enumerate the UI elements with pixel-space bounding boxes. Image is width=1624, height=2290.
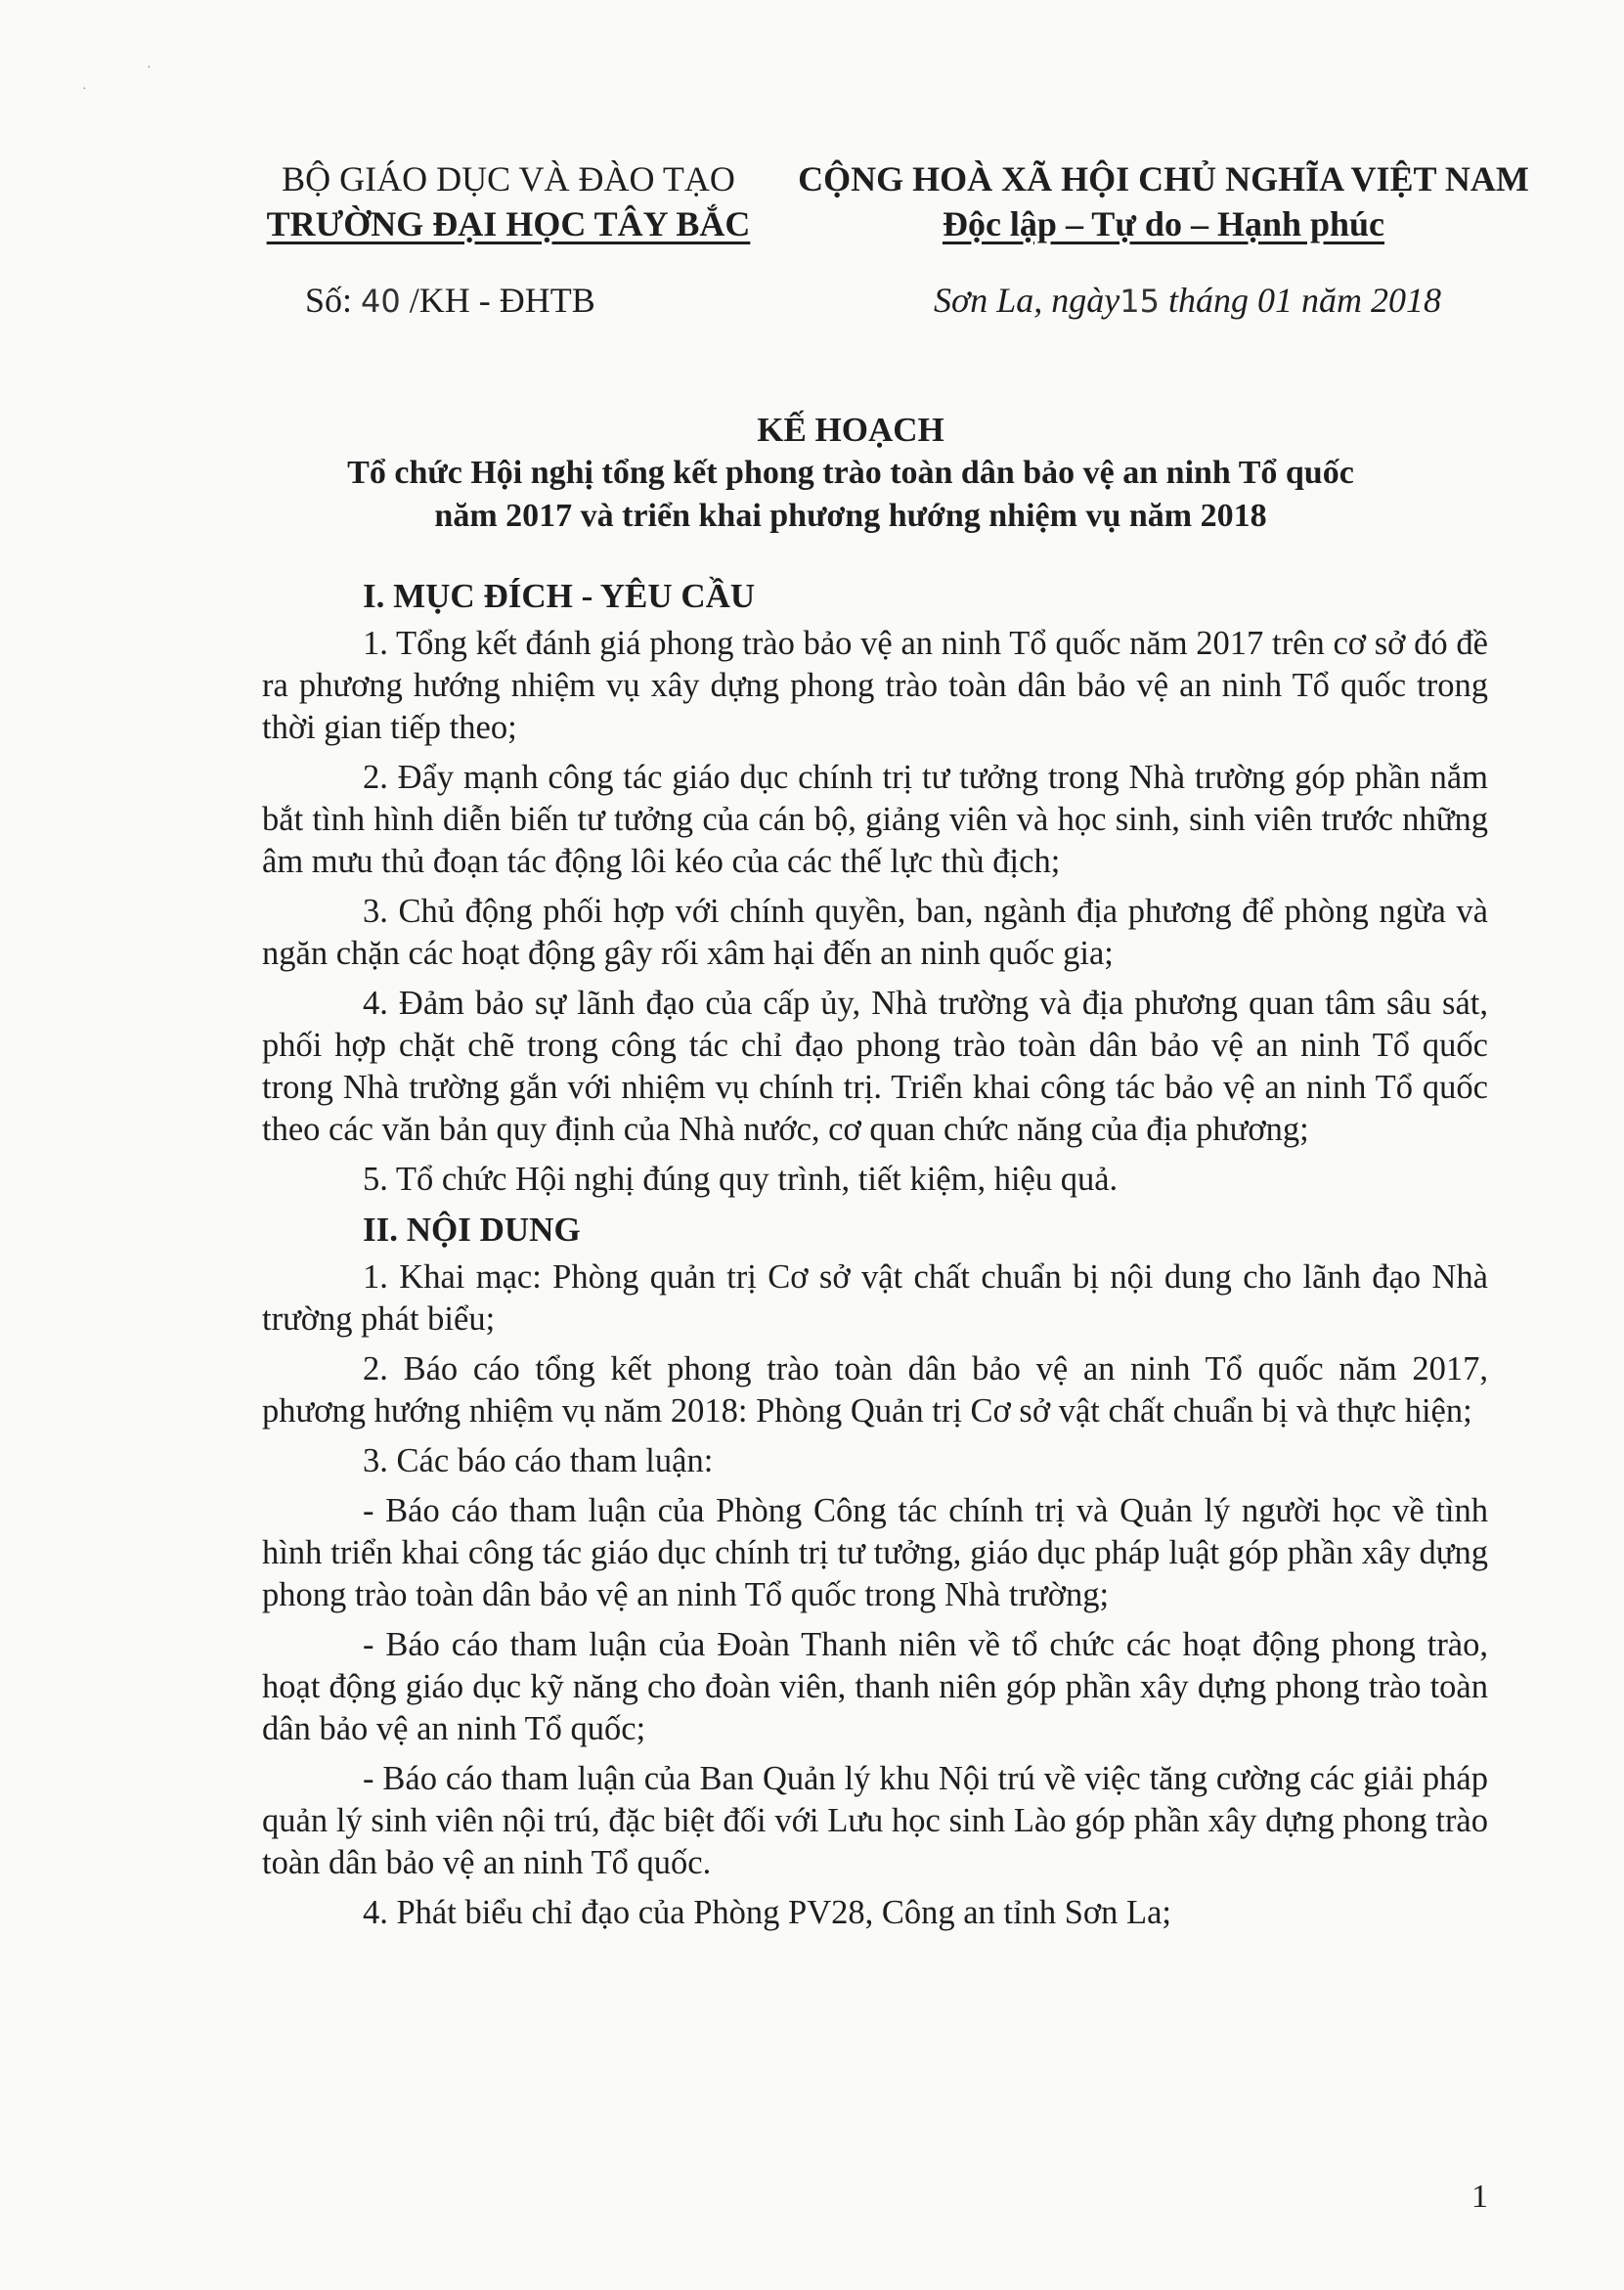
doc-number-prefix: Số: — [305, 281, 353, 320]
national-heading — [782, 156, 1545, 246]
section-2-item-4: 4. Phát biểu chỉ đạo của Phòng PV28, Công an tỉnh Sơn La; — [363, 1894, 1172, 1931]
section-2-item-3: 3. Các báo cáo tham luận: — [363, 1442, 714, 1479]
section-2-item-1: 1. Khai mạc: Phòng quản trị Cơ sở vật chất chuẩn bị nội dung cho lãnh đạo Nhà trường phát biểu; — [262, 1258, 1488, 1338]
scan-speck: · — [82, 82, 87, 97]
title-line-2: năm 2017 và triển khai phương hướng nhiệm vụ năm 2018 — [434, 498, 1267, 534]
section-2-item-3a: - Báo cáo tham luận của Phòng Công tác chính trị và Quản lý người học về tình hình triển khai công tác giáo dục chính trị tư tưởng, giáo dục pháp luật góp phần xây dựng phong trào toàn dân bảo vệ an ninh Tổ quốc trong Nhà trường; — [262, 1492, 1488, 1613]
title-main: KẾ HOẠCH — [757, 411, 944, 449]
republic-name: CỘNG HOÀ XÃ HỘI CHỦ NGHĨA VIỆT NAM — [798, 159, 1529, 198]
document-date — [934, 280, 1441, 321]
section-1-item-3: 3. Chủ động phối hợp với chính quyền, ban, ngành địa phương để phòng ngừa và ngăn chặn các hoạt động gây rối xâm hại đến an ninh quốc gia; — [262, 893, 1488, 972]
ministry-name: BỘ GIÁO DỤC VÀ ĐÀO TẠO — [282, 159, 735, 198]
document-title — [264, 409, 1437, 538]
doc-number-suffix: /KH - ĐHTB — [409, 281, 595, 320]
date-prefix: Sơn La, ngày — [934, 281, 1120, 320]
section-1-item-2: 2. Đẩy mạnh công tác giáo dục chính trị tư tưởng trong Nhà trường góp phần nắm bắt tình hình diễn biến tư tưởng của cán bộ, giảng viên và học sinh, sinh viên trước những âm mưu thủ đoạn tác động lôi kéo của các thế lực thù địch; — [262, 759, 1488, 880]
page-number: 1 — [1471, 2179, 1488, 2215]
national-motto — [782, 201, 1545, 246]
section-1-item-4: 4. Đảm bảo sự lãnh đạo của cấp ủy, Nhà trường và địa phương quan tâm sâu sát, phối hợp chặt chẽ trong công tác chỉ đạo phong trào toàn dân bảo vệ an ninh Tổ quốc trong Nhà trường gắn với nhiệm vụ chính trị. Triển khai công tác bảo vệ an ninh Tổ quốc theo các văn bản quy định của Nhà nước, cơ quan chức năng của địa phương; — [262, 985, 1488, 1148]
section-1-item-1: 1. Tổng kết đánh giá phong trào bảo vệ an ninh Tổ quốc năm 2017 trên cơ sở đó đề ra phương hướng nhiệm vụ xây dựng phong trào toàn dân bảo vệ an ninh Tổ quốc trong thời gian tiếp theo; — [262, 625, 1488, 746]
university-name-text: TRƯỜNG ĐẠI HỌC TÂY BẮC — [266, 204, 751, 243]
national-motto-text: Độc lập – Tự do – Hạnh phúc — [942, 204, 1385, 243]
university-name — [254, 201, 763, 246]
issuer-block — [254, 156, 763, 246]
section-2-item-3b: - Báo cáo tham luận của Đoàn Thanh niên về tổ chức các hoạt động phong trào, hoạt động giáo dục kỹ năng cho đoàn viên, thanh niên góp phần xây dựng phong trào toàn dân bảo vệ an ninh Tổ quốc; — [262, 1626, 1488, 1747]
section-2-heading: II. NỘI DUNG — [363, 1211, 581, 1249]
document-number — [305, 280, 595, 321]
document-body — [262, 569, 1488, 1942]
date-day-handwritten: 15 — [1119, 283, 1160, 320]
doc-number-handwritten: 40 — [361, 283, 401, 320]
section-2-item-3c: - Báo cáo tham luận của Ban Quản lý khu Nội trú về việc tăng cường các giải pháp quản lý sinh viên nội trú, đặc biệt đối với Lưu học sinh Lào góp phần xây dựng phong trào toàn dân bảo vệ an ninh Tổ quốc. — [262, 1760, 1488, 1881]
title-line-1: Tổ chức Hội nghị tổng kết phong trào toàn dân bảo vệ an ninh Tổ quốc — [347, 455, 1354, 491]
section-1-heading: I. MỤC ĐÍCH - YÊU CẦU — [363, 577, 756, 615]
date-suffix: tháng 01 năm 2018 — [1167, 281, 1441, 320]
scan-speck: · — [147, 61, 152, 75]
section-2-item-2: 2. Báo cáo tổng kết phong trào toàn dân bảo vệ an ninh Tổ quốc năm 2017, phương hướng nhiệm vụ năm 2018: Phòng Quản trị Cơ sở vật chất chuẩn bị và thực hiện; — [262, 1350, 1488, 1430]
section-1-item-5: 5. Tổ chức Hội nghị đúng quy trình, tiết kiệm, hiệu quả. — [363, 1161, 1119, 1198]
